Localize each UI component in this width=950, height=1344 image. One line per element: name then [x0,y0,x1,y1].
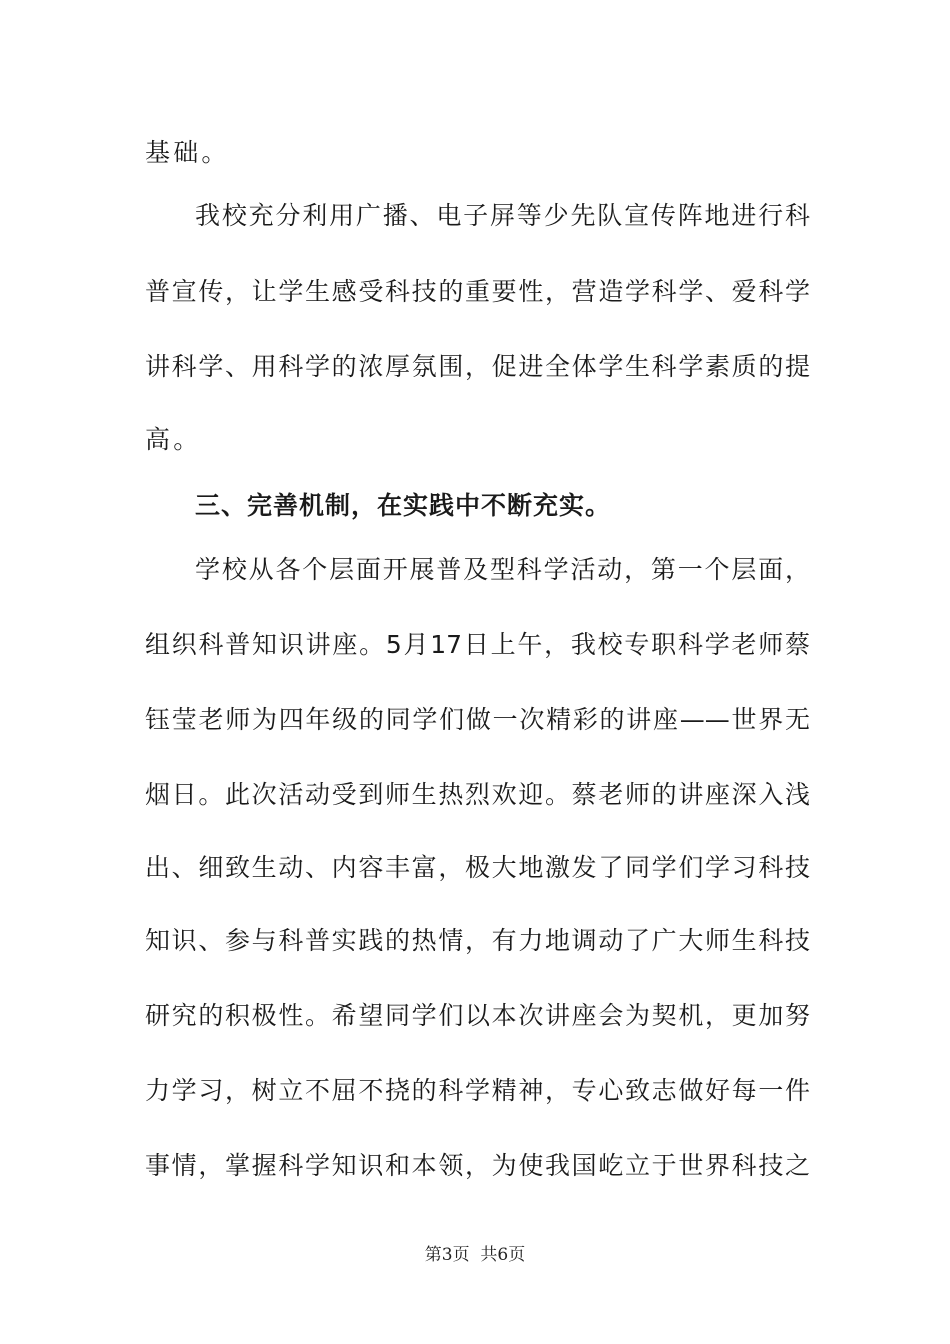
paragraph-line: 出、细致生动、内容丰富，极大地激发了同学们学习科技 [145,853,810,882]
paragraph-line: 普宣传，让学生感受科技的重要性，营造学科学、爱科学 [145,277,810,306]
paragraph-line: 知识、参与科普实践的热情，有力地调动了广大师生科技 [145,926,810,955]
paragraph-line: 学校从各个层面开展普及型科学活动，第一个层面， [195,555,810,584]
paragraph-line: 钰莹老师为四年级的同学们做一次精彩的讲座——世界无 [145,705,810,734]
paragraph-line: 组织科普知识讲座。5月17日上午，我校专职科学老师蔡 [145,630,810,659]
page-number-footer: 第3页 共6页 [424,1245,526,1265]
paragraph-line: 高。 [145,425,202,454]
paragraph-line: 烟日。此次活动受到师生热烈欢迎。蔡老师的讲座深入浅 [145,780,810,809]
paragraph-line: 力学习，树立不屈不挠的科学精神，专心致志做好每一件 [145,1076,810,1105]
paragraph-line: 讲科学、用科学的浓厚氛围，促进全体学生科学素质的提 [145,352,810,381]
paragraph-line: 事情，掌握科学知识和本领，为使我国屹立于世界科技之 [145,1151,810,1180]
paragraph-line: 研究的积极性。希望同学们以本次讲座会为契机，更加努 [145,1001,810,1030]
paragraph-line: 我校充分利用广播、电子屏等少先队宣传阵地进行科 [195,201,810,230]
paragraph-line: 基础。 [145,138,230,167]
section-heading: 三、完善机制，在实践中不断充实。 [195,491,612,520]
